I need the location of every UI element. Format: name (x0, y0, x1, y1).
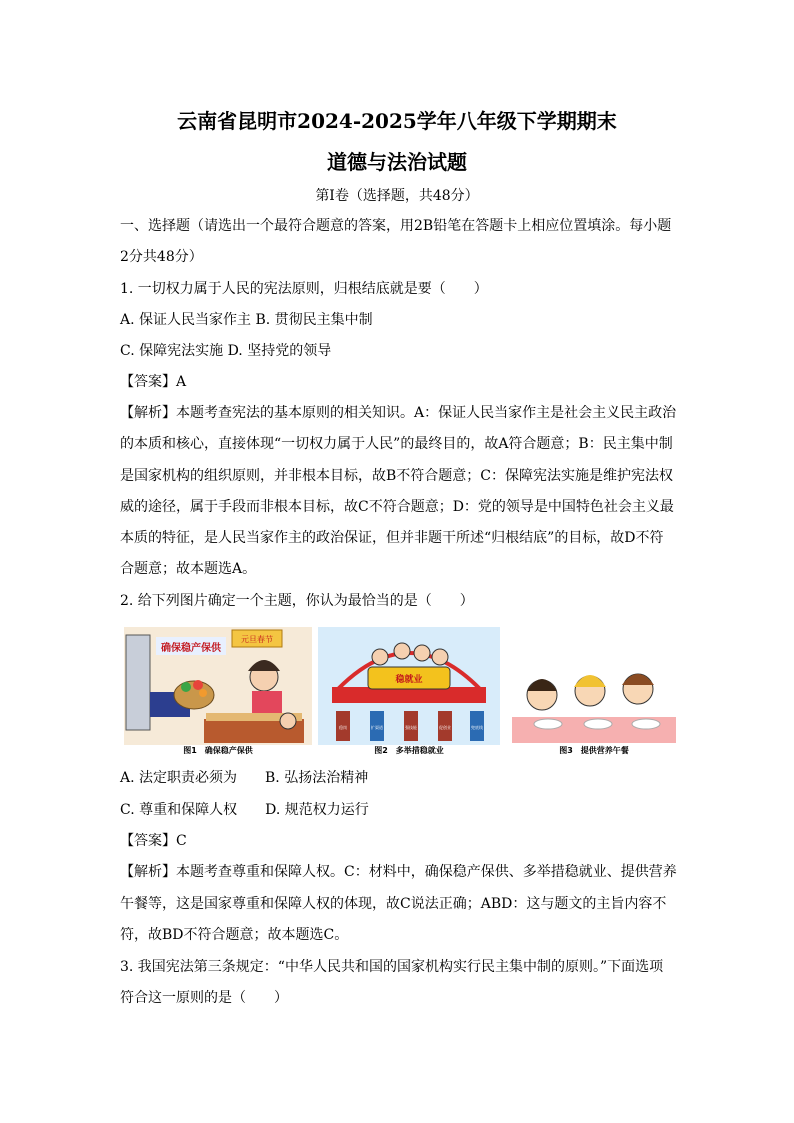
figure-1-caption: 图1 确保稳产保供 (183, 746, 253, 755)
figure-1-sign: 确保稳产保供 (161, 643, 221, 654)
figure-2-pillar-label: 兜底线 (471, 725, 483, 730)
q1-options-cd: C. 保障宪法实施 D. 坚持党的领导 (120, 343, 332, 359)
q1-analysis-line: 本质的特征，是人民当家作主的政治保证，但并非题干所述“归根结底”的目标，故D不符 (120, 530, 664, 546)
figure-3-illustration (512, 627, 676, 745)
figure-2-pillar-label: 扩渠道 (371, 725, 383, 730)
q2-options-cd: C. 尊重和保障人权 D. 规范权力运行 (120, 802, 369, 818)
instructions-line-2: 2分共48分） (120, 249, 203, 265)
q2-analysis-line: 【解析】本题考查尊重和保障人权。C：材料中，确保稳产保供、多举措稳就业、提供营养 (120, 864, 677, 880)
instructions-line-1: 一、选择题（请选出一个最符合题意的答案，用2B铅笔在答题卡上相应位置填涂。每小题 (120, 218, 672, 234)
figure-2-pillar-label: 促创业 (439, 725, 451, 730)
figure-1 (124, 627, 312, 759)
q1-answer: 【答案】A (120, 374, 187, 390)
q2-figures (124, 627, 676, 759)
q3-stem-line: 符合这一原则的是（ ） (120, 990, 288, 1006)
q2-options-ab: A. 法定职责必须为 B. 弘扬法治精神 (120, 770, 369, 786)
section-heading: 第Ⅰ卷（选择题，共48分） (315, 188, 479, 204)
q1-options-ab: A. 保证人民当家作主 B. 贯彻民主集中制 (120, 312, 373, 328)
figure-2 (318, 627, 500, 759)
q3-stem-line: 3. 我国宪法第三条规定：“中华人民共和国的国家机构实行民主集中制的原则。”下面选项 (120, 959, 664, 975)
document-title: 云南省昆明市2024-2025学年八年级下学期期末 (177, 109, 617, 133)
figure-3-caption: 图3 提供营养午餐 (559, 746, 629, 755)
figure-2-sign: 稳就业 (395, 675, 423, 685)
q1-analysis-line: 【解析】本题考查宪法的基本原则的相关知识。A：保证人民当家作主是社会主义民主政治 (120, 405, 677, 421)
q1-analysis-line: 是国家机构的组织原则，并非根本目标，故B不符合题意；C：保障宪法实施是维护宪法权 (120, 468, 673, 484)
q1-stem: 1. 一切权力属于人民的宪法原则，归根结底就是要（ ） (120, 281, 488, 297)
figure-2-illustration (318, 627, 500, 745)
figure-2-pillar-label: 强技能 (405, 725, 417, 730)
q1-analysis-line: 的本质和核心，直接体现“一切权力属于人民”的最终目的，故A符合题意；B：民主集中制 (120, 436, 673, 452)
document-subtitle: 道德与法治试题 (327, 150, 467, 174)
q1-analysis-line: 威的途径，属于手段而非根本目标，故C不符合题意；D：党的领导是中国特色社会主义最 (120, 499, 674, 515)
figure-3 (512, 627, 676, 759)
q2-stem: 2. 给下列图片确定一个主题，你认为最恰当的是（ ） (120, 593, 474, 609)
figure-2-pillar-label: 稳岗 (339, 725, 347, 730)
q2-answer: 【答案】C (120, 833, 187, 849)
q1-analysis-line: 合题意；故本题选A。 (120, 561, 257, 577)
figure-2-caption: 图2 多举措稳就业 (374, 746, 444, 755)
q2-analysis-line: 午餐等，这是国家尊重和保障人权的体现，故C说法正确；ABD：这与题文的主旨内容不 (120, 896, 667, 912)
figure-1-illustration (124, 627, 312, 745)
q2-analysis-line: 符，故BD不符合题意；故本题选C。 (120, 927, 349, 943)
figure-1-tag: 元旦春节 (241, 635, 273, 644)
